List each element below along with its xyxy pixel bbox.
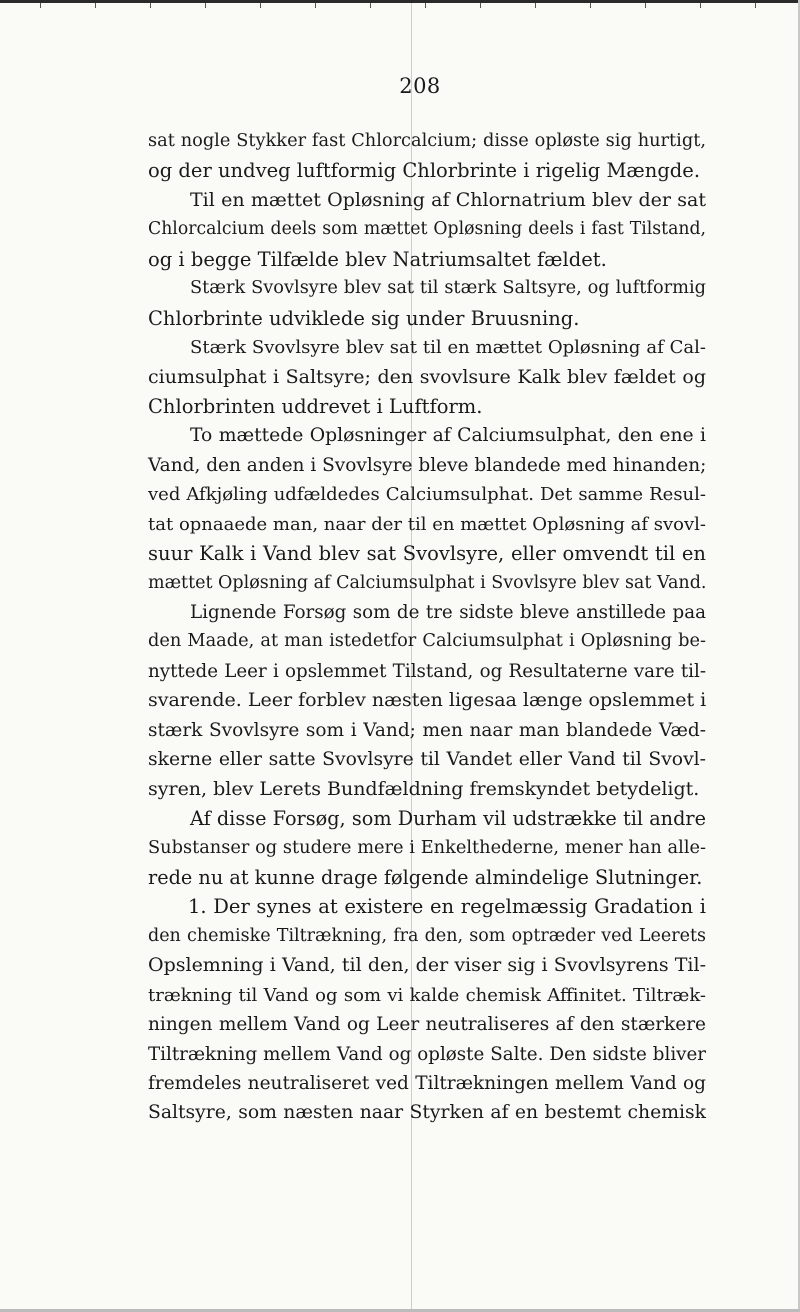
text-line: og der undveg luftformig Chlorbrinte i rigelig Mængde. <box>148 159 701 183</box>
text-line: trækning til Vand og som vi kalde chemisk Affinitet. Tiltræk- <box>148 984 706 1006</box>
text-line: og i begge Tilfælde blev Natriumsaltet fældet. <box>148 247 607 271</box>
text-line: tat opnaaede man, naar der til en mættet Opløsning af svovl- <box>148 513 706 535</box>
text-line: fremdeles neutraliseret ved Tiltrækningen mellem Vand og <box>148 1073 706 1094</box>
text-line: Substanser og studere mere i Enkelthederne, mener han alle- <box>148 837 706 858</box>
text-line: Tiltrækning mellem Vand og opløste Salte. Den sidste bliver <box>148 1043 706 1065</box>
text-line: den Maade, at man istedetfor Calciumsulphat i Opløsning be- <box>148 631 706 652</box>
text-line: 1. Der synes at existere en regelmæssig Gradation i <box>188 895 706 919</box>
text-line: stærk Svovlsyre som i Vand; men naar man blandede Væd- <box>148 719 706 741</box>
text-line: Stærk Svovlsyre blev sat til en mættet Opløsning af Cal- <box>190 337 706 359</box>
text-line: Af disse Forsøg, som Durham vil udstrække til andre <box>190 807 706 831</box>
text-line: Til en mættet Opløsning af Chlornatrium blev der sat <box>190 188 706 211</box>
text-line: nyttede Leer i opslemmet Tilstand, og Resultaterne vare til- <box>148 660 706 682</box>
text-line: sat nogle Stykker fast Chlorcalcium; disse opløste sig hurtigt, <box>148 131 706 151</box>
text-line: Chlorbrinte udviklede sig under Bruusning. <box>148 306 580 330</box>
top-ruler-ticks <box>0 3 800 9</box>
text-line: den chemiske Tiltrækning, fra den, som optræder ved Leerets <box>148 925 706 946</box>
text-line: Opslemning i Vand, til den, der viser sig i Svovlsyrens Til- <box>148 954 706 977</box>
text-line: Vand, den anden i Svovlsyre bleve blandede med hinanden; <box>148 454 707 476</box>
text-line: Saltsyre, som næsten naar Styrken af en bestemt chemisk <box>148 1102 706 1124</box>
text-line: Lignende Forsøg som de tre sidste bleve anstillede paa <box>190 602 706 623</box>
body-text <box>148 127 706 1128</box>
text-line: Stærk Svovlsyre blev sat til stærk Saltsyre, og luftformig <box>190 278 706 299</box>
text-line: ved Afkjøling udfældedes Calciumsulphat. Det samme Resul- <box>148 484 706 506</box>
text-line: Chlorcalcium deels som mættet Opløsning deels i fast Tilstand, <box>148 219 706 240</box>
text-line: syren, blev Lerets Bundfældning fremskyndet betydeligt. <box>148 777 700 800</box>
text-line: mættet Opløsning af Calciumsulphat i Svovlsyre blev sat Vand. <box>148 572 707 593</box>
text-line: svarende. Leer forblev næsten ligesaa længe opslemmet i <box>148 689 707 712</box>
text-line: To mættede Opløsninger af Calciumsulphat, den ene i <box>190 425 706 447</box>
text-line: suur Kalk i Vand blev sat Svovlsyre, eller omvendt til en <box>148 542 706 566</box>
text-line: ciumsulphat i Saltsyre; den svovlsure Kalk blev fældet og <box>148 365 706 388</box>
text-line: skerne eller satte Svovlsyre til Vandet eller Vand til Svovl- <box>148 749 706 771</box>
text-line: ningen mellem Vand og Leer neutraliseres af den stærkere <box>148 1014 706 1036</box>
page-number: 208 <box>399 74 441 98</box>
text-line: Chlorbrinten uddrevet i Luftform. <box>148 394 483 418</box>
text-line: rede nu at kunne drage følgende almindelige Slutninger. <box>148 865 703 889</box>
